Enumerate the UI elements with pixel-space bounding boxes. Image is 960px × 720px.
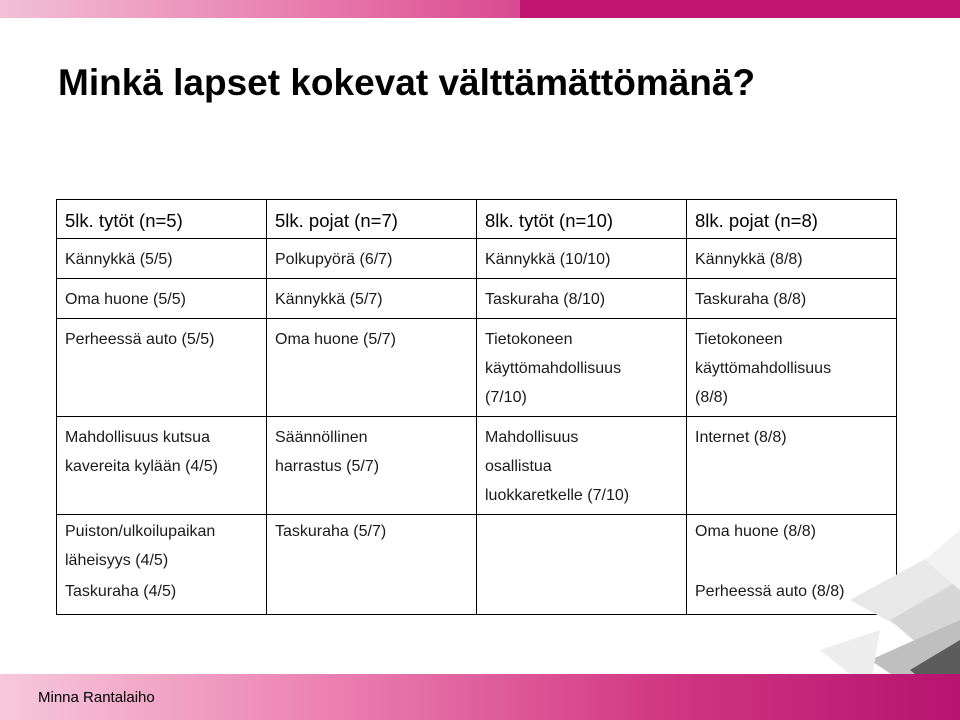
footer-author: Minna Rantalaiho: [38, 689, 155, 706]
cell-line: harrastus (5/7): [275, 458, 380, 475]
table-cell: [267, 515, 477, 576]
cell-line: Internet (8/8): [695, 429, 787, 446]
table-cell: [687, 319, 897, 417]
table-cell-empty: [267, 575, 477, 615]
table-cell: Kännykkä (8/8): [687, 239, 897, 279]
cell-line: Tietokoneen: [485, 331, 573, 348]
table-cell: [267, 319, 477, 417]
cell-line: Oma huone (5/7): [275, 331, 396, 348]
header-cell-8lk-boys: 8lk. pojat (n=8): [687, 200, 897, 239]
table-row: [57, 319, 897, 417]
table-cell: [57, 515, 267, 576]
cell-line: läheisyys (4/5): [65, 552, 169, 569]
cell-line: Tietokoneen: [695, 331, 783, 348]
table-header-row: [57, 200, 897, 239]
table-cell: Perheessä auto (8/8): [687, 575, 897, 615]
header-cell-8lk-girls: 8lk. tytöt (n=10): [477, 200, 687, 239]
table-cell: Kännykkä (10/10): [477, 239, 687, 279]
cell-line: Taskuraha (5/7): [275, 523, 387, 540]
table-cell: Taskuraha (8/8): [687, 279, 897, 319]
table-row: [57, 279, 897, 319]
slide-title: Minkä lapset kokevat välttämättömänä?: [58, 62, 756, 103]
cell-line: osallistua: [485, 458, 552, 475]
table-row: [57, 239, 897, 279]
top-accent-band: [0, 0, 960, 18]
cell-line: (7/10): [485, 389, 527, 406]
table-cell-empty: [477, 575, 687, 615]
cell-line: (8/8): [695, 389, 728, 406]
top-accent-stripe: [520, 0, 960, 18]
cell-line: Mahdollisuus: [485, 429, 579, 446]
cell-line: luokkaretkelle (7/10): [485, 487, 630, 504]
cell-line: Puiston/ulkoilupaikan: [65, 523, 216, 540]
cell-line: käyttömahdollisuus: [485, 360, 622, 377]
cell-line: kavereita kylään (4/5): [65, 458, 218, 475]
table-cell: Kännykkä (5/5): [57, 239, 267, 279]
table-cell: [477, 319, 687, 417]
cell-line: Oma huone (8/8): [695, 523, 816, 540]
header-cell-5lk-boys: 5lk. pojat (n=7): [267, 200, 477, 239]
table-cell: Taskuraha (8/10): [477, 279, 687, 319]
cell-line: Perheessä auto (5/5): [65, 331, 215, 348]
table-cell: Kännykkä (5/7): [267, 279, 477, 319]
cell-line: Mahdollisuus kutsua: [65, 429, 210, 446]
cell-line: käyttömahdollisuus: [695, 360, 832, 377]
table-cell: [57, 319, 267, 417]
table-cell: Taskuraha (4/5): [57, 575, 267, 615]
table-cell: Polkupyörä (6/7): [267, 239, 477, 279]
table-cell-empty: [477, 515, 687, 576]
table-cell: [57, 417, 267, 515]
table-cell: Oma huone (5/5): [57, 279, 267, 319]
header-cell-5lk-girls: 5lk. tytöt (n=5): [57, 200, 267, 239]
cell-line: Säännöllinen: [275, 429, 368, 446]
table-cell: [267, 417, 477, 515]
table-cell: [477, 417, 687, 515]
